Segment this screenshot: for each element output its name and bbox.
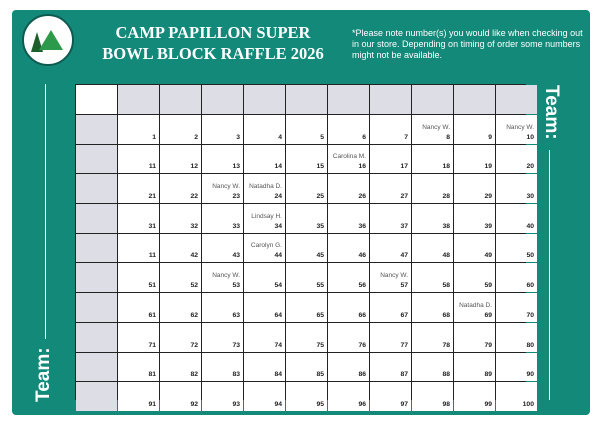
- raffle-square[interactable]: [244, 145, 285, 174]
- team-line-right: [549, 150, 550, 400]
- square-number: 18: [442, 163, 450, 171]
- square-number: 27: [400, 193, 408, 201]
- raffle-grid: [75, 84, 534, 408]
- square-owner-name: Nancy W.: [422, 123, 450, 131]
- square-number: 54: [274, 282, 282, 290]
- raffle-square[interactable]: [370, 293, 411, 322]
- square-number: 22: [190, 193, 198, 201]
- raffle-square[interactable]: [160, 382, 201, 411]
- square-number: 98: [442, 400, 450, 408]
- raffle-square[interactable]: [286, 263, 327, 292]
- raffle-square[interactable]: [118, 174, 159, 203]
- square-number: 16: [358, 163, 366, 171]
- team-label-left: Team:: [33, 347, 54, 402]
- square-number: 100: [522, 400, 534, 408]
- square-number: 8: [446, 133, 450, 141]
- raffle-square[interactable]: [160, 293, 201, 322]
- raffle-square[interactable]: [202, 174, 243, 203]
- square-number: 65: [316, 311, 324, 319]
- row-header-cell[interactable]: [76, 145, 117, 174]
- raffle-square[interactable]: [496, 323, 537, 352]
- square-number: 26: [358, 193, 366, 201]
- raffle-square[interactable]: [328, 382, 369, 411]
- raffle-square[interactable]: [118, 382, 159, 411]
- raffle-square[interactable]: [202, 204, 243, 233]
- raffle-square[interactable]: [202, 263, 243, 292]
- raffle-square[interactable]: [160, 204, 201, 233]
- square-owner-name: Natadha D.: [249, 183, 282, 191]
- raffle-square[interactable]: [160, 323, 201, 352]
- square-number: 24: [274, 193, 282, 201]
- raffle-square[interactable]: [328, 145, 369, 174]
- square-number: 38: [442, 222, 450, 230]
- square-number: 42: [190, 252, 198, 260]
- raffle-square[interactable]: [412, 145, 453, 174]
- row-header-cell[interactable]: [76, 353, 117, 382]
- square-number: 71: [148, 341, 156, 349]
- raffle-square[interactable]: [286, 353, 327, 382]
- square-number: 77: [400, 341, 408, 349]
- square-number: 11: [148, 252, 156, 260]
- square-owner-name: Nancy W.: [506, 123, 534, 131]
- raffle-square[interactable]: [370, 204, 411, 233]
- square-number: 79: [484, 341, 492, 349]
- square-owner-name: Natadha D.: [459, 301, 492, 309]
- square-number: 6: [362, 133, 366, 141]
- square-number: 12: [190, 163, 198, 171]
- square-number: 55: [316, 282, 324, 290]
- square-number: 93: [232, 400, 240, 408]
- square-number: 87: [400, 371, 408, 379]
- raffle-square[interactable]: [286, 204, 327, 233]
- raffle-square[interactable]: [202, 382, 243, 411]
- raffle-square[interactable]: [370, 115, 411, 144]
- column-header-cell[interactable]: [454, 85, 495, 114]
- raffle-square[interactable]: [328, 353, 369, 382]
- raffle-square[interactable]: [160, 263, 201, 292]
- raffle-square[interactable]: [286, 234, 327, 263]
- title-line-2: BOWL BLOCK RAFFLE 2026: [102, 44, 324, 63]
- column-header-cell[interactable]: [244, 85, 285, 114]
- raffle-square[interactable]: [160, 234, 201, 263]
- square-number: 70: [526, 311, 534, 319]
- square-number: 23: [232, 193, 240, 201]
- square-owner-name: Carolyn G.: [250, 242, 282, 250]
- square-owner-name: Nancy W.: [212, 183, 240, 191]
- raffle-square[interactable]: [244, 234, 285, 263]
- square-number: 20: [526, 163, 534, 171]
- team-line-left: [45, 84, 46, 339]
- square-number: 92: [190, 400, 198, 408]
- square-number: 29: [484, 193, 492, 201]
- square-number: 58: [442, 282, 450, 290]
- column-header-cell[interactable]: [328, 85, 369, 114]
- raffle-square[interactable]: [202, 353, 243, 382]
- square-number: 40: [526, 222, 534, 230]
- raffle-square[interactable]: [202, 234, 243, 263]
- square-number: 4: [278, 133, 282, 141]
- square-number: 61: [148, 311, 156, 319]
- raffle-square[interactable]: [370, 145, 411, 174]
- raffle-square[interactable]: [244, 204, 285, 233]
- raffle-square[interactable]: [370, 174, 411, 203]
- raffle-square[interactable]: [118, 145, 159, 174]
- raffle-square[interactable]: [244, 323, 285, 352]
- raffle-square[interactable]: [118, 293, 159, 322]
- square-number: 36: [358, 222, 366, 230]
- raffle-square[interactable]: [454, 204, 495, 233]
- square-number: 85: [316, 371, 324, 379]
- square-number: 31: [148, 222, 156, 230]
- raffle-square[interactable]: [286, 382, 327, 411]
- raffle-square[interactable]: [412, 115, 453, 144]
- square-number: 9: [488, 133, 492, 141]
- raffle-square[interactable]: [244, 263, 285, 292]
- square-number: 46: [358, 252, 366, 260]
- raffle-square[interactable]: [496, 353, 537, 382]
- square-number: 32: [190, 222, 198, 230]
- square-number: 90: [526, 371, 534, 379]
- raffle-square[interactable]: [118, 115, 159, 144]
- square-owner-name: Nancy W.: [380, 272, 408, 280]
- raffle-square[interactable]: [370, 234, 411, 263]
- square-number: 5: [320, 133, 324, 141]
- raffle-square[interactable]: [454, 234, 495, 263]
- square-number: 28: [442, 193, 450, 201]
- square-number: 99: [484, 400, 492, 408]
- square-number: 84: [274, 371, 282, 379]
- square-number: 53: [232, 282, 240, 290]
- raffle-square[interactable]: [454, 293, 495, 322]
- square-number: 1: [152, 133, 156, 141]
- square-number: 51: [148, 282, 156, 290]
- raffle-square[interactable]: [496, 145, 537, 174]
- raffle-square[interactable]: [286, 115, 327, 144]
- square-number: 91: [148, 400, 156, 408]
- square-number: 75: [316, 341, 324, 349]
- title-line-1: CAMP PAPILLON SUPER: [115, 23, 311, 42]
- raffle-square[interactable]: [496, 293, 537, 322]
- square-number: 11: [148, 163, 156, 171]
- square-number: 45: [316, 252, 324, 260]
- page-title: [82, 22, 344, 64]
- raffle-square[interactable]: [412, 353, 453, 382]
- square-number: 60: [526, 282, 534, 290]
- square-number: 88: [442, 371, 450, 379]
- square-number: 52: [190, 282, 198, 290]
- square-number: 97: [400, 400, 408, 408]
- raffle-square[interactable]: [370, 323, 411, 352]
- column-header-cell[interactable]: [412, 85, 453, 114]
- raffle-square[interactable]: [244, 353, 285, 382]
- raffle-square[interactable]: [328, 263, 369, 292]
- raffle-square[interactable]: [286, 293, 327, 322]
- square-number: 25: [316, 193, 324, 201]
- square-number: 37: [400, 222, 408, 230]
- row-header-cell[interactable]: [76, 115, 117, 144]
- square-number: 47: [400, 252, 408, 260]
- square-owner-name: Nancy W.: [212, 272, 240, 280]
- raffle-square[interactable]: [286, 145, 327, 174]
- square-number: 68: [442, 311, 450, 319]
- raffle-square[interactable]: [370, 263, 411, 292]
- square-number: 15: [316, 163, 324, 171]
- row-header-cell[interactable]: [76, 382, 117, 411]
- raffle-square[interactable]: [454, 382, 495, 411]
- column-header-cell[interactable]: [496, 85, 537, 114]
- raffle-square[interactable]: [454, 353, 495, 382]
- square-number: 67: [400, 311, 408, 319]
- raffle-square[interactable]: [328, 234, 369, 263]
- square-owner-name: Lindsay H.: [251, 212, 282, 220]
- square-number: 50: [526, 252, 534, 260]
- row-header-cell[interactable]: [76, 323, 117, 352]
- square-number: 63: [232, 311, 240, 319]
- square-number: 21: [148, 193, 156, 201]
- raffle-square[interactable]: [454, 145, 495, 174]
- raffle-square[interactable]: [370, 353, 411, 382]
- square-number: 30: [526, 193, 534, 201]
- raffle-square[interactable]: [412, 174, 453, 203]
- raffle-square[interactable]: [454, 263, 495, 292]
- square-number: 83: [232, 371, 240, 379]
- square-number: 78: [442, 341, 450, 349]
- square-number: 10: [526, 133, 534, 141]
- raffle-square[interactable]: [496, 382, 537, 411]
- square-number: 13: [232, 163, 240, 171]
- square-number: 82: [190, 371, 198, 379]
- column-header-cell[interactable]: [370, 85, 411, 114]
- camp-papillon-logo: [22, 14, 74, 66]
- raffle-square[interactable]: [496, 204, 537, 233]
- raffle-square[interactable]: [118, 353, 159, 382]
- square-number: 2: [194, 133, 198, 141]
- raffle-square[interactable]: [202, 145, 243, 174]
- square-number: 19: [484, 163, 492, 171]
- square-number: 80: [526, 341, 534, 349]
- square-number: 7: [404, 133, 408, 141]
- raffle-square[interactable]: [244, 174, 285, 203]
- corner-cell: [76, 85, 117, 114]
- raffle-square[interactable]: [286, 174, 327, 203]
- raffle-square[interactable]: [412, 204, 453, 233]
- raffle-square[interactable]: [412, 323, 453, 352]
- raffle-square[interactable]: [496, 234, 537, 263]
- square-number: 14: [274, 163, 282, 171]
- square-number: 39: [484, 222, 492, 230]
- raffle-square[interactable]: [454, 174, 495, 203]
- raffle-square[interactable]: [286, 323, 327, 352]
- raffle-square[interactable]: [328, 174, 369, 203]
- raffle-square[interactable]: [454, 115, 495, 144]
- column-header-cell[interactable]: [286, 85, 327, 114]
- row-header-cell[interactable]: [76, 263, 117, 292]
- raffle-square[interactable]: [160, 174, 201, 203]
- column-header-cell[interactable]: [160, 85, 201, 114]
- raffle-square[interactable]: [202, 323, 243, 352]
- square-number: 56: [358, 282, 366, 290]
- raffle-square[interactable]: [118, 204, 159, 233]
- square-number: 59: [484, 282, 492, 290]
- square-number: 64: [274, 311, 282, 319]
- square-number: 44: [274, 252, 282, 260]
- square-number: 72: [190, 341, 198, 349]
- square-number: 48: [442, 252, 450, 260]
- square-number: 86: [358, 371, 366, 379]
- square-number: 95: [316, 400, 324, 408]
- raffle-square[interactable]: [412, 382, 453, 411]
- order-note: *Please note number(s) you would like when checking out in our store. Depending on timing of order some numbers might not be available.: [352, 28, 583, 60]
- square-number: 69: [484, 311, 492, 319]
- square-number: 62: [190, 311, 198, 319]
- raffle-square[interactable]: [496, 115, 537, 144]
- raffle-square[interactable]: [454, 323, 495, 352]
- raffle-square[interactable]: [328, 323, 369, 352]
- square-number: 66: [358, 311, 366, 319]
- square-number: 81: [148, 371, 156, 379]
- square-number: 49: [484, 252, 492, 260]
- raffle-square[interactable]: [328, 293, 369, 322]
- row-header-cell[interactable]: [76, 204, 117, 233]
- raffle-square[interactable]: [244, 382, 285, 411]
- square-number: 96: [358, 400, 366, 408]
- raffle-square[interactable]: [118, 234, 159, 263]
- team-label-right: Team:: [541, 85, 562, 140]
- square-number: 43: [232, 252, 240, 260]
- column-header-cell[interactable]: [118, 85, 159, 114]
- row-header-cell[interactable]: [76, 174, 117, 203]
- square-number: 34: [274, 222, 282, 230]
- square-number: 76: [358, 341, 366, 349]
- raffle-square[interactable]: [328, 115, 369, 144]
- raffle-square[interactable]: [412, 263, 453, 292]
- square-number: 17: [400, 163, 408, 171]
- row-header-cell[interactable]: [76, 234, 117, 263]
- square-owner-name: Carolina M.: [332, 153, 366, 161]
- raffle-square[interactable]: [328, 204, 369, 233]
- square-number: 3: [236, 133, 240, 141]
- raffle-square[interactable]: [412, 234, 453, 263]
- square-number: 35: [316, 222, 324, 230]
- raffle-square[interactable]: [244, 115, 285, 144]
- column-header-cell[interactable]: [202, 85, 243, 114]
- raffle-square[interactable]: [118, 323, 159, 352]
- raffle-square[interactable]: [160, 353, 201, 382]
- square-number: 33: [232, 222, 240, 230]
- raffle-square[interactable]: [202, 115, 243, 144]
- raffle-square[interactable]: [118, 263, 159, 292]
- raffle-square[interactable]: [244, 293, 285, 322]
- raffle-square[interactable]: [202, 293, 243, 322]
- raffle-square[interactable]: [160, 115, 201, 144]
- square-number: 74: [274, 341, 282, 349]
- row-header-cell[interactable]: [76, 293, 117, 322]
- raffle-square[interactable]: [496, 174, 537, 203]
- raffle-square[interactable]: [412, 293, 453, 322]
- raffle-square[interactable]: [370, 382, 411, 411]
- square-number: 94: [274, 400, 282, 408]
- square-number: 73: [232, 341, 240, 349]
- square-number: 89: [484, 371, 492, 379]
- raffle-square[interactable]: [160, 145, 201, 174]
- raffle-square[interactable]: [496, 263, 537, 292]
- square-number: 57: [400, 282, 408, 290]
